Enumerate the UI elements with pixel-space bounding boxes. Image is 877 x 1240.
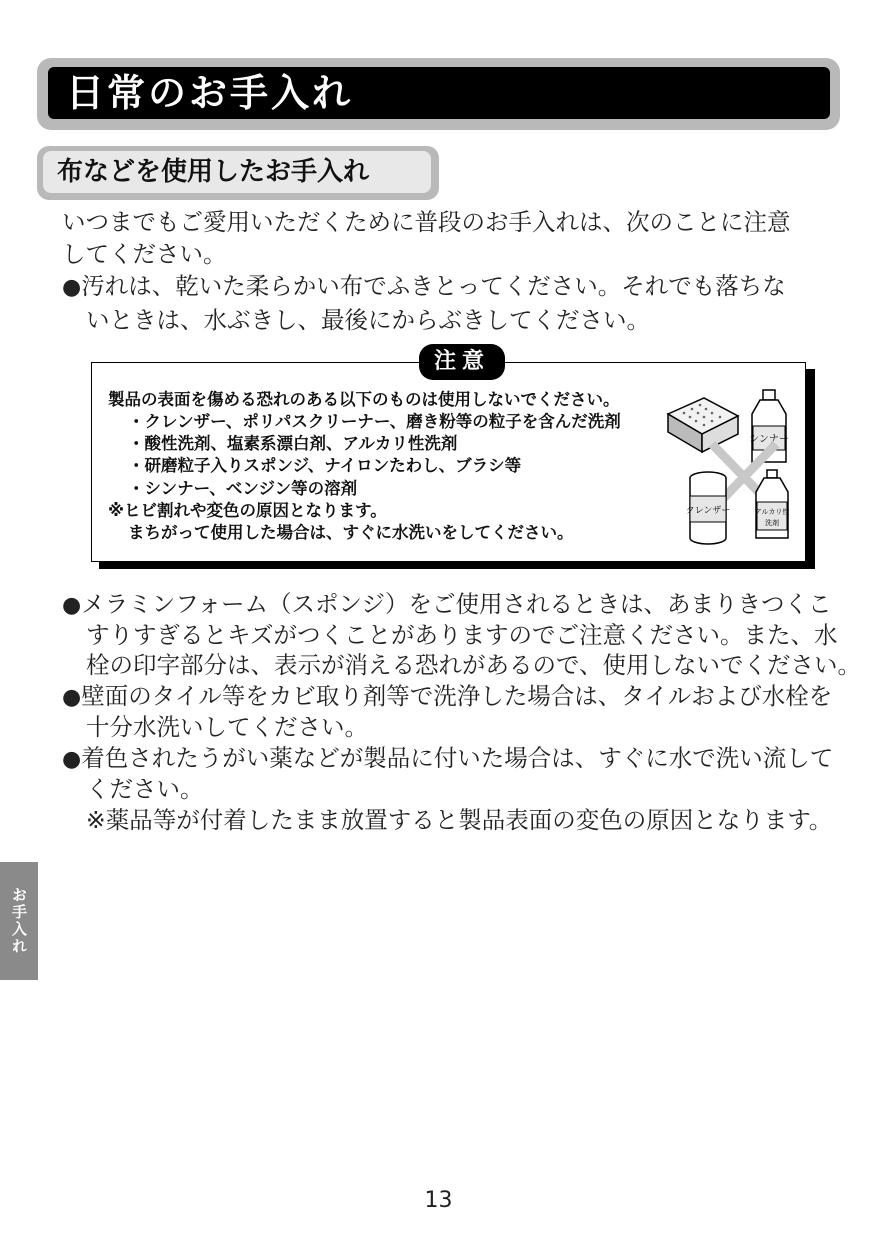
bullet-4-line-1: 着色されたうがい薬などが製品に付いた場合は、すぐに水で洗い流して [81,744,834,772]
caution-item-2: ・酸性洗剤、塩素系漂白剤、アルカリ性洗剤 [128,434,458,453]
bullet-2 [62,588,831,622]
caution-item-1: ・クレンザー、ポリパスクリーナー、磨き粉等の粒子を含んだ洗剤 [128,412,621,431]
bullet-3-line-2: 十分水洗いしてください。 [86,713,368,741]
caution-note-1: ※ヒビ割れや変色の原因となります。 [108,501,387,520]
caution-item-4: ・シンナー、ベンジン等の溶剤 [128,479,358,498]
bullet-2-line-1: メラミンフォーム（スポンジ）をご使用されるときは、あまりきつくこ [81,590,832,618]
sponge-icon [668,398,738,452]
bullet-4-line-2: ください。 [86,775,204,803]
caution-badge: 注意 [419,344,505,380]
bullet-mark: ● [62,593,82,618]
page-title: 日常のお手入れ [48,67,830,119]
bullet-3-line-1: 壁面のタイル等をカビ取り剤等で洗浄した場合は、タイルおよび水栓を [81,682,833,710]
alkali-detergent-bottle-icon [755,470,790,538]
caution-lead: 製品の表面を傷める恐れのある以下のものは使用しないでください。 [108,390,620,409]
bullet-2-line-3: 栓の印字部分は、表示が消える恐れがあるので、使用しないでください。 [86,651,862,679]
caution-note-2: まちがって使用した場合は、すぐに水洗いをしてください。 [128,523,574,542]
prohibited-items-illustration [664,386,800,548]
cleanser-can-icon [686,472,731,544]
bullet-4 [62,742,833,776]
section-title: 布などを使用したお手入れ [43,151,431,193]
bullet-mark: ● [62,747,82,772]
caution-item-3: ・研磨粒子入りスポンジ、ナイロンたわし、ブラシ等 [128,456,522,475]
thinner-label: シンナー [749,434,789,445]
alkali-label-1: アルカリ性 [754,508,790,516]
bullet-1-line-1: 汚れは、乾いた柔らかい布でふきとってください。それでも落ちな [81,272,786,300]
bullet-2-line-2: すりすぎるとキズがつくことがありますのでご注意ください。また、水 [86,621,838,649]
intro-line-2: してください。 [62,240,227,268]
cleanser-label: クレンザー [685,506,731,516]
alkali-label-2: 洗剤 [765,519,779,527]
bullet-4-note: ※薬品等が付着したまま放置すると製品表面の変色の原因となります。 [86,806,833,834]
page-number: 13 [424,1188,453,1213]
bullet-1-line-2: いときは、水ぶきし、最後にからぶきしてください。 [86,306,650,334]
bullet-1 [62,270,786,304]
bullet-3 [62,680,832,714]
intro-line-1: いつまでもご愛用いただくために普段のお手入れは、次のことに注意 [62,208,791,236]
side-tab-care: お手入れ [0,862,38,980]
bullet-mark: ● [62,275,82,300]
bullet-mark: ● [62,685,82,710]
